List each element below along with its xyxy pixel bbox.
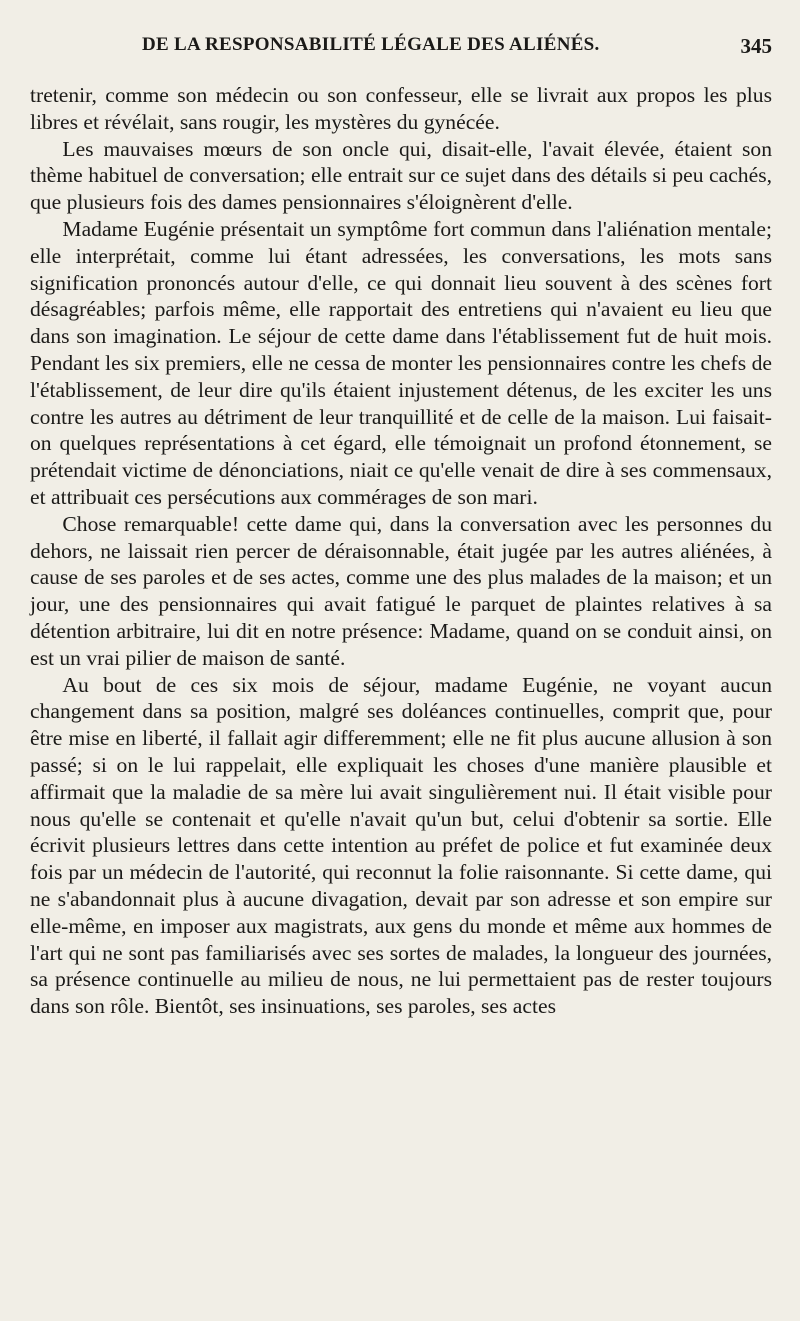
paragraph: Madame Eugénie présentait un symptôme fort commun dans l'aliénation mentale; elle interprétait, comme lui étant adressées, les conversations, les mots sans signification prononcés autour d'elle, ce qui donnait lieu souvent à des scènes fort désagréables; parfois même, elle rapportait des entretiens qui n'avaient eu lieu que dans son imagination. Le séjour de cette dame dans l'établissement fut de huit mois. Pendant les six premiers, elle ne cessa de monter les pensionnaires contre les chefs de l'établissement, de leur dire qu'ils étaient injustement détenus, de les exciter les uns contre les autres au détriment de leur tranquillité et de celle de la maison. Lui faisait-on quelques représentations à cet égard, elle témoignait un profond étonnement, se prétendait victime de dénonciations, niait ce qu'elle venait de dire à ses commensaux, et attribuait ces persécutions aux commérages de son mari. (30, 216, 772, 509)
body-text (30, 82, 772, 1020)
book-page (30, 34, 772, 1294)
paragraph: Chose remarquable! cette dame qui, dans la conversation avec les personnes du dehors, ne laissait rien percer de déraisonnable, était jugée par les autres aliénées, à cause de ses paroles et de ses actes, comme une des plus malades de la maison; et un jour, une des pensionnaires qui avait fatigué le parquet de plaintes relatives à sa détention arbitraire, lui dit en notre présence: Madame, quand on se conduit ainsi, on est un vrai pilier de maison de santé. (30, 511, 772, 670)
paragraph: Au bout de ces six mois de séjour, madame Eugénie, ne voyant aucun changement dans sa position, malgré ses doléances continuelles, comprit que, pour être mise en liberté, il fallait agir differemment; elle ne fit plus aucune allusion à son passé; si on le lui rappelait, elle expliquait les choses d'une manière plausible et affirmait que la maladie de sa mère lui avait singulièrement nui. Il était visible pour nous qu'elle se contenait et qu'elle n'avait qu'un but, celui d'obtenir sa sortie. Elle écrivit plusieurs lettres dans cette intention au préfet de police et fut examinée deux fois par un médecin de l'autorité, qui reconnut la folie raisonnante. Si cette dame, qui ne s'abandonnait plus à aucune divagation, devait par son adresse et son empire sur elle-même, en imposer aux magistrats, aux gens du monde et même aux hommes de l'art qui ne sont pas familiarisés avec ses sortes de malades, la longueur des journées, sa présence continuelle au milieu de nous, ne lui permettaient pas de rester toujours dans son rôle. Bientôt, ses insinuations, ses paroles, ses actes (30, 672, 772, 1019)
page-number: 345 (740, 34, 772, 58)
paragraph-continuation: tretenir, comme son médecin ou son confesseur, elle se livrait aux propos les plus libres et révélait, sans rougir, les mystères du gynécée. (30, 83, 772, 134)
paragraph: Les mauvaises mœurs de son oncle qui, disait-elle, l'avait élevée, étaient son thème habituel de conversation; elle entrait sur ce sujet dans des détails si peu cachés, que plusieurs fois des dames pensionnaires s'éloignèrent d'elle. (30, 136, 772, 215)
running-title: DE LA RESPONSABILITÉ LÉGALE DES ALIÉNÉS. (142, 34, 600, 55)
page-header (30, 34, 772, 82)
